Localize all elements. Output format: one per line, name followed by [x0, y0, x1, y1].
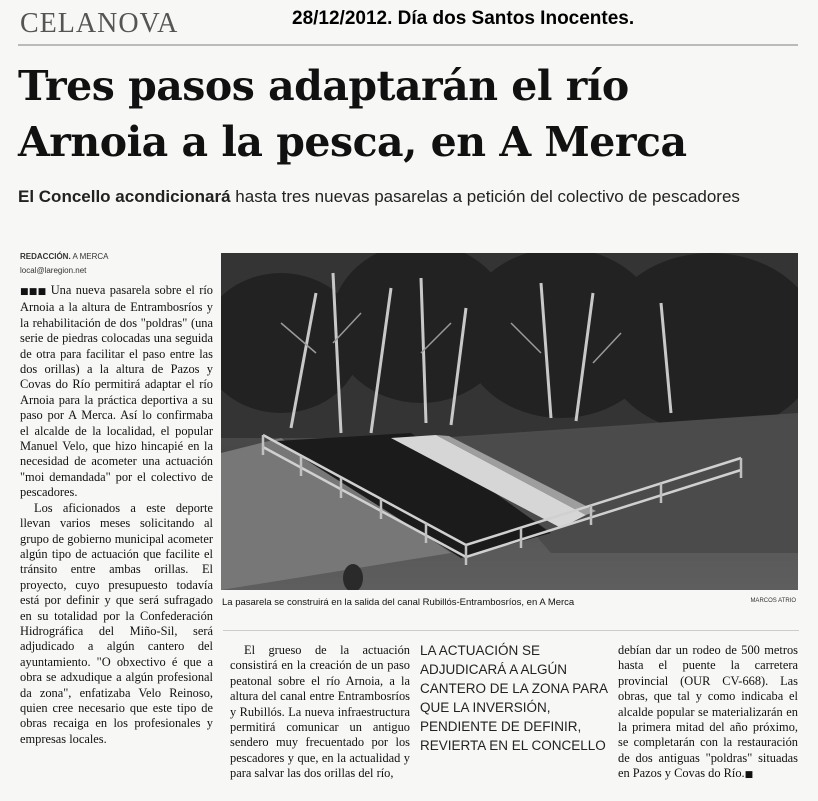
subhead-bold: El Concello acondicionará	[18, 187, 231, 206]
headline	[18, 58, 808, 170]
lead-marker: ■■■	[20, 287, 47, 297]
byline-email: local@laregion.net	[20, 266, 87, 275]
photo-caption: La pasarela se construirá en la salida del canal Rubillós-Entrambosríos, en A Merca	[222, 597, 575, 608]
river-walkway-photo	[221, 253, 798, 590]
section-divider	[223, 630, 799, 631]
section-label: CELANOVA	[20, 8, 179, 39]
date-annotation: 28/12/2012. Día dos Santos Inocentes.	[292, 8, 635, 29]
subheadline	[18, 187, 808, 207]
paragraph	[618, 643, 798, 784]
article-photo	[221, 253, 798, 590]
byline	[20, 252, 108, 261]
pull-quote: LA ACTUACIÓN SE ADJUDICARÁ A ALGÚN CANTERO DE LA ZONA PARA QUE LA INVERSIÓN, PENDIENTE DE DEFINIR, REVIERTA EN EL CONCELLO	[420, 643, 608, 753]
article-column-2	[230, 643, 410, 782]
article-column-1	[20, 283, 213, 747]
byline-author: REDACCIÓN.	[20, 252, 71, 261]
subhead-rest: hasta tres nuevas pasarelas a petición del colectivo de pescadores	[230, 187, 740, 206]
article-column-4	[618, 643, 798, 784]
photo-credit: MARCOS ATRIO	[750, 598, 796, 604]
paragraph-text: debían dar un rodeo de 500 metros hasta el puente la carretera provincial (OUR CV-668). Las obras, que tal y como indicaba el alcalde popular se materializarán en la primera mitad del año próximo, se completarán con la restauración de dos antiguas "poldras" situadas en Pazos y Covas do Río.	[618, 643, 798, 781]
headline-line-2: Arnoia a la pesca, en A Merca	[18, 118, 687, 166]
headline-line-1: Tres pasos adaptarán el río	[18, 62, 629, 110]
paragraph-text: Una nueva pasarela sobre el río Arnoia a la altura de Entrambosríos y la rehabilitación de dos "poldras" (una serie de piedras colocadas una seguida de otra para facilitar el paso entre las dos orillas) a la altura de Pazos y Covas do Río permitirá adaptar el río Arnoia para la práctica deportiva a su paso por A Merca. Así lo confirmaba el alcalde de la localidad, el popular Manuel Velo, que hizo hincapié en la necesidad de acometer una actuación "moi demandada" por el colectivo de pescadores.	[20, 283, 213, 500]
end-marker: ■	[744, 770, 753, 781]
paragraph	[20, 283, 213, 501]
paragraph: Los aficionados a este deporte llevan varios meses solicitando al grupo de gobierno municipal acometer algún tipo de actuación que facilite el tránsito entre ambas orillas. El proyecto, cuyo presupuesto todavía está por definir y que será sufragado en su totalidad por la Confederación Hidrográfica del Miño-Sil, será adjudicado a algún cantero del ayuntamiento. "O obxectivo é que a obra se adxudique a algún profesional da zona", enfatizaba Velo Reinoso, quien cree necesario que este tipo de obras recaiga en los profesionales y empresas locales.	[20, 500, 213, 746]
paragraph: El grueso de la actuación consistirá en la creación de un paso peatonal sobre el río Arnoia, a la altura del canal entre Entrambosríos y Rubillós. La nueva infraestructura permitirá comunicar un antiguo sendero muy frecuentado por los pescadores y que, en la actualidad y para salvar las dos orillas del río,	[230, 643, 410, 781]
header-divider	[18, 44, 798, 46]
byline-place: A MERCA	[70, 252, 109, 261]
